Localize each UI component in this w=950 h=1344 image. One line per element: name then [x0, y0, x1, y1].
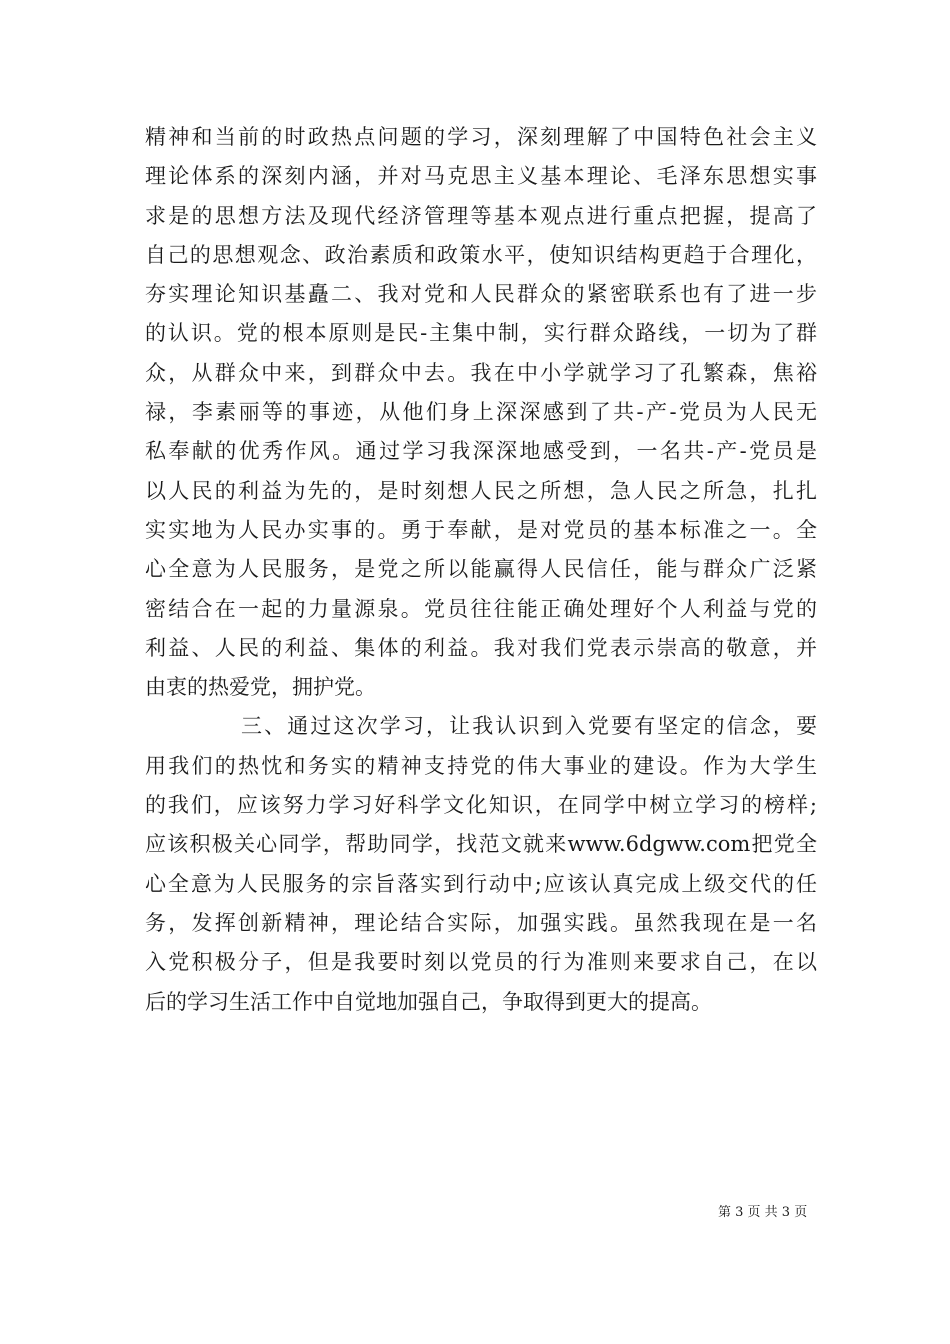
text-line: 的我们，应该努力学习好科学文化知识，在同学中树立学习的榜样;	[145, 793, 817, 818]
text-line: 后的学习生活工作中自觉地加强自己，争取得到更大的提高。	[145, 989, 712, 1014]
text-line: 精神和当前的时政热点问题的学习，深刻理解了中国特色社会主义	[145, 125, 817, 149]
text-line: 众，从群众中来，到群众中去。我在中小学就学习了孔繁森，焦裕	[145, 360, 817, 385]
text-line: 利益、人民的利益、集体的利益。我对我们党表示崇高的敬意，并	[145, 635, 817, 660]
text-line: 私奉献的优秀作风。通过学习我深深地感受到，一名共-产-党员是	[145, 439, 817, 464]
document-body	[145, 118, 817, 1022]
text-line: 禄，李素丽等的事迹，从他们身上深深感到了共-产-党员为人民无	[145, 400, 817, 425]
text-line: 由衷的热爱党，拥护党。	[145, 675, 376, 700]
text-line: 夯实理论知识基矗二、我对党和人民群众的紧密联系也有了进一步	[145, 282, 817, 307]
text-line: 理论体系的深刻内涵，并对马克思主义基本理论、毛泽东思想实事	[145, 164, 817, 189]
text-line: 的认识。党的根本原则是民-主集中制，实行群众路线，一切为了群	[145, 321, 817, 346]
text-line: 求是的思想方法及现代经济管理等基本观点进行重点把握，提高了	[145, 203, 817, 228]
text-line: 应该积极关心同学，帮助同学，找范文就来www.6dgww.com把党全	[145, 832, 817, 857]
text-line: 务，发挥创新精神，理论结合实际，加强实践。虽然我现在是一名	[145, 910, 817, 935]
text-line: 以人民的利益为先的，是时刻想人民之所想，急人民之所急，扎扎	[145, 478, 817, 503]
text-line: 心全意为人民服务，是党之所以能赢得人民信任，能与群众广泛紧	[145, 557, 817, 582]
text-line: 三、通过这次学习，让我认识到入党要有坚定的信念，要	[241, 714, 817, 739]
text-line: 自己的思想观念、政治素质和政策水平，使知识结构更趋于合理化，	[145, 242, 817, 267]
text-line: 用我们的热忱和务实的精神支持党的伟大事业的建设。作为大学生	[145, 753, 817, 778]
text-line: 入党积极分子，但是我要时刻以党员的行为准则来要求自己，在以	[145, 950, 817, 975]
text-line: 心全意为人民服务的宗旨落实到行动中;应该认真完成上级交代的任	[145, 871, 817, 896]
text-line: 实实地为人民办实事的。勇于奉献，是对党员的基本标准之一。全	[145, 517, 817, 542]
page-number-footer: 第 3 页 共 3 页	[718, 1205, 808, 1220]
text-line: 密结合在一起的力量源泉。党员往往能正确处理好个人利益与党的	[145, 596, 817, 621]
